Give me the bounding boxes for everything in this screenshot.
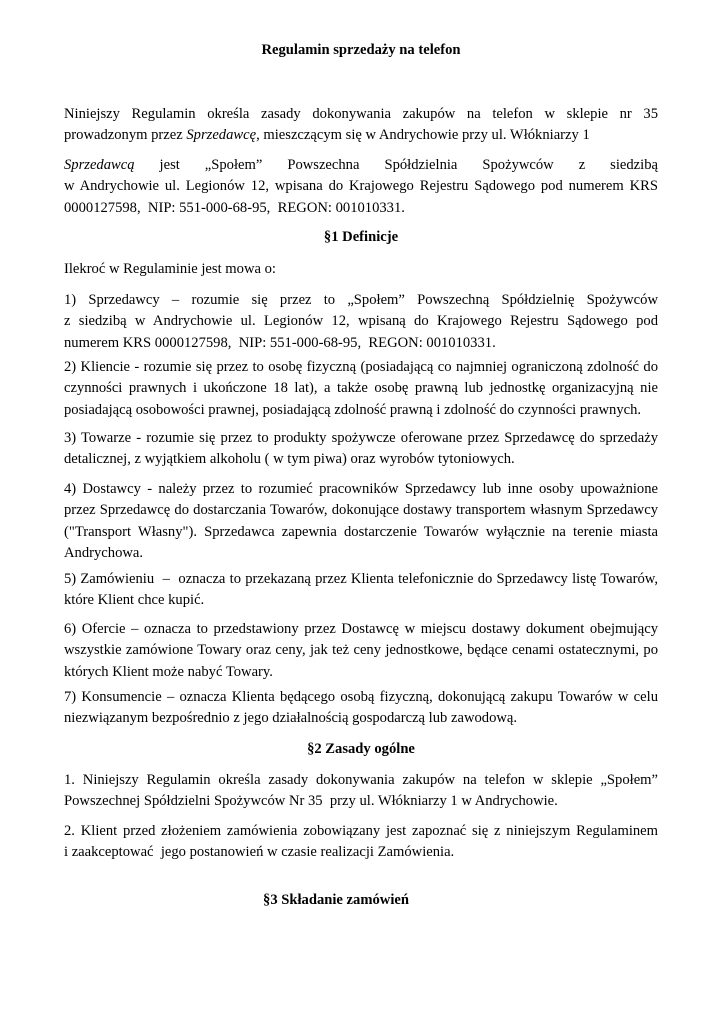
section-3-heading: §3 Składanie zamówień bbox=[263, 892, 409, 908]
definition-4-line-2: przez Sprzedawcę do dostarczania Towarów, dokonujące dostawy transportem własnym Sprzedawcy bbox=[64, 502, 658, 519]
intro-p1-seller-term: Sprzedawcę bbox=[186, 127, 257, 144]
intro-p1-line-2 bbox=[64, 125, 658, 146]
definition-1-line-3: numerem KRS 0000127598, NIP: 551-000-68-95, REGON: 001010331. bbox=[64, 334, 496, 351]
intro-p2-line-2: w Andrychowie ul. Legionów 12, wpisana do Krajowego Rejestru Sądowego pod numerem KRS bbox=[64, 178, 658, 195]
general-rule-2-line-1: 2. Klient przed złożeniem zamówienia zobowiązany jest zapoznać się z niniejszym Regulaminem bbox=[64, 823, 658, 839]
intro-p1-line-1: Niniejszy Regulamin określa zasady dokonywania zakupów na telefon w sklepie nr 35 bbox=[64, 106, 658, 122]
definition-5-line-2: które Klient chce kupić. bbox=[64, 592, 205, 609]
section-1-heading: §1 Definicje bbox=[323, 229, 399, 245]
definition-6-line-2: wszystkie zamówione Towary oraz ceny, jak też ceny jednostkowe, będące cenami ostatecznymi, po bbox=[64, 642, 658, 659]
intro-p2-line-3: 0000127598, NIP: 551-000-68-95, REGON: 001010331. bbox=[64, 199, 405, 216]
definition-item-2 bbox=[64, 357, 658, 421]
definition-4-line-4: Andrychowa. bbox=[64, 545, 144, 562]
definition-6-line-3: których Klient może nabyć Towary. bbox=[64, 663, 273, 680]
document-title: Regulamin sprzedaży na telefon bbox=[261, 42, 461, 58]
definition-1-line-1: 1) Sprzedawcy – rozumie się przez to „Społem” Powszechną Spółdzielnię Spożywców bbox=[64, 292, 658, 308]
definition-3-line-1: 3) Towarze - rozumie się przez to produkty spożywcze oferowane przez Sprzedawcę do sprzedaży bbox=[64, 430, 658, 446]
definition-4-line-1: 4) Dostawcy - należy przez to rozumieć pracowników Sprzedawcy lub inne osoby upoważnione bbox=[64, 481, 658, 497]
definition-4-line-3: ("Transport Własny"). Sprzedawca zapewnia dostarczenie Towarów wyłącznie na terenie miasta bbox=[64, 523, 658, 540]
general-rule-1-line-2: Powszechnej Spółdzielni Spożywców Nr 35 przy ul. Włókniarzy 1 w Andrychowie. bbox=[64, 793, 558, 810]
document-page bbox=[64, 0, 658, 1024]
section-1-lead: Ilekroć w Regulaminie jest mowa o: bbox=[64, 261, 276, 277]
definition-item-6 bbox=[64, 619, 658, 683]
definition-item-3 bbox=[64, 428, 658, 471]
general-rule-item-1 bbox=[64, 770, 658, 813]
definition-item-1 bbox=[64, 290, 658, 354]
definition-item-7 bbox=[64, 687, 658, 730]
definition-2-line-1: 2) Kliencie - rozumie się przez to osobę fizyczną (posiadającą co najmniej ograniczoną zdolność do bbox=[64, 359, 658, 375]
intro-p2-line-1-rest: jest „Społem” Powszechna Spółdzielnia Spożywców z siedzibą bbox=[134, 157, 658, 173]
definition-7-line-1: 7) Konsumencie – oznacza Klienta będącego osobą fizyczną, dokonującą zakupu Towarów w celu bbox=[64, 689, 658, 705]
general-rule-item-2 bbox=[64, 821, 658, 864]
intro-p2-seller-term: Sprzedawcą bbox=[64, 157, 135, 173]
definition-7-line-2: niezwiązanym bezpośrednio z jego działalnością gospodarczą lub zawodową. bbox=[64, 710, 518, 727]
intro-paragraph-1 bbox=[64, 104, 658, 147]
section-2-heading: §2 Zasady ogólne bbox=[307, 741, 415, 757]
intro-p2-line-1 bbox=[64, 155, 658, 176]
definition-2-line-2: czynności prawnych i ukończone 18 lat), a także osobę prawną lub jednostkę organizacyjną nie bbox=[64, 380, 658, 397]
definition-item-4 bbox=[64, 479, 658, 565]
intro-p1-text-b: , mieszczącym się w Andrychowie przy ul. Włókniarzy 1 bbox=[256, 127, 590, 144]
definition-3-line-2: detalicznej, z wyjątkiem alkoholu ( w tym piwa) oraz wyrobów tytoniowych. bbox=[64, 451, 515, 468]
general-rule-1-line-1: 1. Niniejszy Regulamin określa zasady dokonywania zakupów na telefon w sklepie „Społem” bbox=[64, 772, 658, 788]
definition-6-line-1: 6) Ofercie – oznacza to przedstawiony przez Dostawcę w miejscu dostawy dokument obejmujący bbox=[64, 621, 658, 637]
intro-paragraph-2 bbox=[64, 155, 658, 219]
intro-p1-text-a: prowadzonym przez bbox=[64, 127, 187, 144]
definition-item-5 bbox=[64, 569, 658, 612]
definition-1-line-2: z siedzibą w Andrychowie ul. Legionów 12, wpisaną do Krajowego Rejestru Sądowego pod bbox=[64, 313, 658, 330]
general-rule-2-line-2: i zaakceptować jego postanowień w czasie realizacji Zamówienia. bbox=[64, 844, 455, 861]
definition-5-line-1: 5) Zamówieniu – oznacza to przekazaną przez Klienta telefonicznie do Sprzedawcy listę Towarów, bbox=[64, 571, 658, 587]
definition-2-line-3: posiadającą osobowości prawnej, posiadającą zdolność prawną i zdolność do czynności prawnych. bbox=[64, 401, 642, 418]
